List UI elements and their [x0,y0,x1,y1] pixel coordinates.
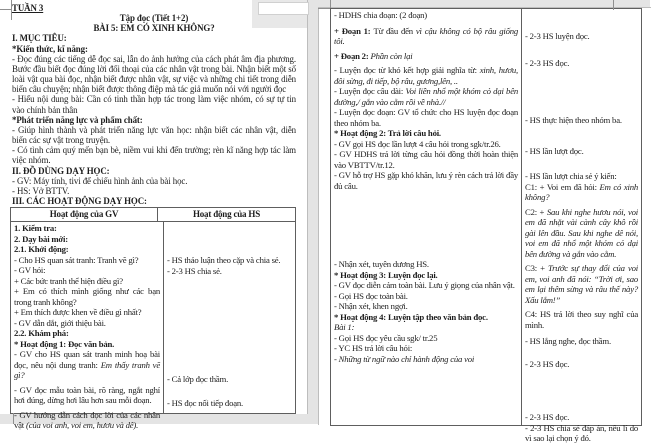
crop-mark [318,8,330,9]
paragraph: + Em thích được khen về điều gì nhất? [14,307,142,317]
paragraph: - Luyện đọc câu dài: Voi liền nhổ một khóm cỏ dại bên đường,/ gắn vào cằm rồi về nhà.// [334,86,519,107]
intro-paragraphs [12,33,296,206]
paragraph: C4: HS trả lời theo suy nghĩ của mình. [525,309,638,330]
paragraph: I. MỤC TIÊU: [12,33,67,44]
paragraph: - Luyện đọc đoạn: GV tổ chức cho HS luyện đọc đoạn theo nhóm ba. [334,107,518,128]
paragraph: - GV hỗ trợ HS gặp khó khăn, lưu ý rèn cách trả lời đầy đủ câu. [334,170,518,191]
paragraph: 2.2. Khám phá: [14,328,69,338]
paragraph: *Kiến thức, kĩ năng: [12,43,88,54]
activities-table-page2 [330,8,642,443]
paragraph: *Phát triển năng lực và phẩm chất: [12,114,143,125]
hs-cell-page2 [521,9,641,443]
paragraph: + Các bức tranh thể hiện điều gì? [14,275,123,286]
page-edge-artifact [258,2,309,15]
paragraph: - Những từ ngữ nào chỉ hành động của voi [334,353,475,364]
paragraph: - Nhận xét, khen ngợi. [334,301,408,311]
paragraph: C2: + Sau khi nghe hươu nói, voi em đã nhặt vài cành cây khô rồi gài lên đầu. Sau khi nghe dê nói, voi em đã nhổ một khóm cỏ dại bên đường và gắn vào cằm. [525,206,638,259]
paragraph: 2. Dạy bài mới: [14,233,68,244]
paragraph: - GV HDHS trả lời từng câu hỏi đồng thời hoàn thiện vào VBTTV/tr.12. [334,149,518,170]
paragraph: - HS đọc nối tiếp đoạn. [167,397,243,408]
week-label: TUẦN 3 [12,3,44,13]
paragraph: - 2-3 HS chia sẻ. [167,265,222,276]
paragraph: - HS thảo luận theo cặp và chia sẻ. [167,255,281,265]
paragraph: - Cho HS quan sát tranh: Tranh vẽ gì? [14,254,139,265]
table-body-row [331,9,641,443]
paragraph: - GV hướng dẫn cách đọc lời của các nhân vật (của voi anh, voi em, hươu và dê). [14,409,160,430]
paragraph: - GV gọi HS đọc lần lượt 4 câu hỏi trong sgk/tr.26. [334,138,501,149]
paragraph: - GV đọc mẫu toàn bài, rõ ràng, ngắt nghỉ hơi đúng, dừng hơi lâu hơn sau mỗi đoạn. [14,384,160,405]
paragraph: - 2-3 HS chia sẻ đáp án, nêu lí do vì sao lại chọn ý đó. [525,422,638,443]
paragraph: + Em có thích mình giống như các bạn trong tranh không? [14,286,160,307]
paragraph: - 2-3 HS đọc. [525,358,570,369]
paragraph: III. CÁC HOẠT ĐỘNG DẠY HỌC: [12,195,147,206]
paragraph: * Hoạt động 3: Luyện đọc lại. [334,269,438,280]
crop-mark [13,413,14,424]
paragraph: + Đoạn 1: Từ đầu đến vì cậu không có bộ râu giống tôi. [334,25,519,46]
paragraph: - Hiểu nội dung bài: Cần có tinh thần hợp tác trong làm việc nhóm, có sự tự tin vào chính bản thân [12,94,296,115]
gv-cell-page1 [11,222,163,430]
paragraph: - Đọc đúng các tiếng dễ đọc sai, lẫn do ảnh hưởng của cách phát âm địa phương. Bước đầu biết đọc đúng lời đối thoại của các nhân vật trong bài. Nhận biết một số loài vật qua bài đọc, nhận biết được nhân vật, sự việc và những chi tiết trong diễn biến câu chuyện; nhận biết được thông điệp mà tác giả muốn nói với người đọc [12,53,296,95]
paragraph: * Hoạt động 4: Luyện tập theo văn bản đọc. [334,311,488,322]
paragraph: C3: + Trước sự thay đổi của voi em, voi anh đã nói: “Trời ơi, sao em lại thêm sừng và râu thế này? Xấu lắm!” [525,263,638,305]
paragraph: - GV cho HS quan sát tranh minh hoạ bài đọc, nêu nội dung tranh: Em thấy tranh vẽ gì? [14,349,160,380]
paragraph: * Hoạt động 1: Đọc văn bản. [14,338,115,349]
table-body-row [11,222,295,430]
crop-mark [0,9,11,10]
activities-table-page1 [10,207,296,430]
paragraph: - YC HS trả lời câu hỏi: [334,343,413,353]
paragraph: - GV đọc diễn cảm toàn bài. Lưu ý giọng của nhân vật. [334,280,515,290]
paragraph: - Nhận xét, tuyên dương HS. [334,259,429,269]
paragraph: C1: + Voi em đã hỏi: Em có xinh không? [525,181,638,202]
crop-mark [330,0,331,8]
paragraph: - Cả lớp đọc thầm. [167,374,229,384]
paragraph: - HS: Vở BTTV. [12,185,70,196]
lesson-title: BÀI 5: EM CÓ XINH KHÔNG? [93,23,215,34]
paragraph: - 2-3 HS đọc. [525,412,570,422]
hs-cell-page1 [163,222,295,413]
page1-text-block [12,3,296,206]
lesson-subtitle: Tập đọc (Tiết 1+2) [119,13,189,24]
paragraph: - Luyện đọc từ khó kết hợp giải nghĩa từ: xinh, hươu, đôi sừng, đi tiếp, bộ râu, gương,lên, .. [334,65,518,86]
paragraph: - Giúp hình thành và phát triển năng lực văn học: nhận biết các nhân vật, diễn biến các sự vật trong truyện. [12,124,296,146]
paragraph: - GV hỏi: [14,265,46,275]
table-header-row [11,208,295,222]
hs-column-header: Hoạt động của HS [157,208,295,221]
gv-column-header: Hoạt động của GV [49,209,119,220]
crop-mark [11,0,12,20]
paragraph: - Có tình cảm quý mến bạn bè, niềm vui khi đến trường; rèn kĩ năng hợp tác làm việc nhóm. [12,145,296,166]
paragraph: - 2-3 HS luyện đọc. [525,31,590,41]
paragraph: - GV: Máy tính, tivi để chiếu hình ảnh của bài học. [12,175,188,186]
paragraph: - HS lần lượt chia sẻ ý kiến: [525,171,617,181]
crop-mark [613,0,614,10]
paragraph: - GV dẫn dắt, giới thiệu bài. [14,317,106,328]
paragraph: 2.1. Khởi động: [14,244,69,254]
paragraph: * Hoạt động 2: Trả lời câu hỏi. [334,128,441,138]
paragraph: + Đoạn 2: Phần còn lại [334,50,413,61]
paragraph: - Gọi HS đọc yêu cầu sgk/ tr.25 [334,332,438,343]
paragraph: 1. Kiểm tra: [14,223,57,233]
paragraph: - Gọi HS đọc toàn bài. [334,290,408,301]
gv-cell-page2 [331,9,521,425]
paragraph: - 2-3 HS đọc. [525,57,570,68]
paragraph: - HDHS chia đoạn: (2 đoạn) [334,10,427,20]
paragraph: Bài 1: [334,322,355,332]
paragraph: - HS lần lượt đọc. [525,145,584,156]
paragraph: II. ĐỒ DÙNG DẠY HỌC: [12,165,110,176]
paragraph: - HS thực hiện theo nhóm ba. [525,115,622,125]
paragraph: - HS lắng nghe, đọc thầm. [525,336,611,346]
